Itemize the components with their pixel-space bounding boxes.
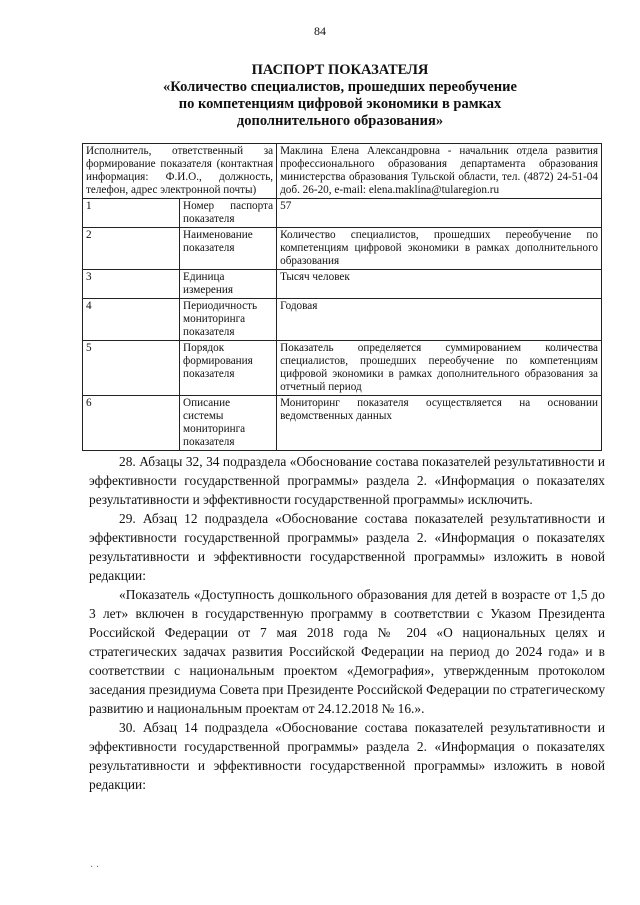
table-row-responsible (83, 144, 602, 199)
responsible-value: Маклина Елена Александровна - начальник отдела развития профессионального образования департамента образования министерства образования Тульской области, тел. (4872) 24-51-04 доб. 26-20, e-mail: elena.maklina@tularegion.ru (277, 144, 602, 199)
table-row (83, 199, 602, 228)
row-number: 2 (83, 228, 180, 270)
heading-line-2: по компетенциям цифровой экономики в рамках (178, 96, 502, 112)
table-row (83, 341, 602, 396)
table-row (83, 299, 602, 341)
row-number: 6 (83, 396, 180, 451)
row-value: Показатель определяется суммированием количества специалистов, прошедших переобучение по компетенциям цифровой экономики в рамках дополнительного образования за отчетный период (277, 341, 602, 396)
paragraph-30: 30. Абзац 14 подраздела «Обоснование состава показателей результативности и эффективности государственной программы» раздела 2. «Информация о показателях результативности и эффективности государственной программы» изложить в новой редакции: (89, 720, 605, 792)
scan-mark: · · (90, 862, 100, 873)
table-row (83, 396, 602, 451)
row-number: 4 (83, 299, 180, 341)
passport-table (82, 143, 602, 451)
paragraph-quote: «Показатель «Доступность дошкольного образования для детей в возрасте от 1,5 до 3 лет» включен в государственную программу в соответствии с Указом Президента Российской Федерации от 7 мая 2018 года № 204 «О национальных целях и стратегических задачах развития Российской Федерации на период до 2024 года» и в соответствии с национальным проектом «Демография», утвержденным протоколом заседания президиума Совета при Президенте Российской Федерации по стратегическому развитию и национальным проектам от 24.12.2018 № 16.». (89, 587, 606, 716)
row-label: Порядок формирования показателя (180, 341, 277, 396)
heading-title: ПАСПОРТ ПОКАЗАТЕЛЯ (251, 62, 429, 78)
page-number: 84 (314, 24, 326, 38)
row-value: Количество специалистов, прошедших переобучение по компетенциям цифровой экономики в рамках дополнительного образования (277, 228, 602, 270)
heading-line-1: «Количество специалистов, прошедших переобучение (163, 79, 517, 95)
row-number: 5 (83, 341, 180, 396)
row-label: Наименование показателя (180, 228, 277, 270)
table-row (83, 270, 602, 299)
passport-heading (120, 62, 560, 130)
row-value: Мониторинг показателя осуществляется на основании ведомственных данных (277, 396, 602, 451)
row-value: 57 (277, 199, 602, 228)
heading-line-3: дополнительного образования» (236, 113, 444, 129)
row-number: 1 (83, 199, 180, 228)
responsible-label: Исполнитель, ответственный за формирование показателя (контактная информация: Ф.И.О., должность, телефон, адрес электронной почты) (83, 144, 277, 199)
row-value: Тысяч человек (277, 270, 602, 299)
table-row (83, 228, 602, 270)
paragraph-29: 29. Абзац 12 подраздела «Обоснование состава показателей результативности и эффективности государственной программы» раздела 2. «Информация о показателях результативности и эффективности государственной программы» изложить в новой редакции: (89, 511, 605, 583)
row-label: Описание системы мониторинга показателя (180, 396, 277, 451)
row-label: Номер паспорта показателя (180, 199, 277, 228)
row-label: Единица измерения (180, 270, 277, 299)
row-number: 3 (83, 270, 180, 299)
body-text (89, 452, 605, 794)
row-value: Годовая (277, 299, 602, 341)
paragraph-28: 28. Абзацы 32, 34 подраздела «Обоснование состава показателей результативности и эффективности государственной программы» раздела 2. «Информация о показателях результативности и эффективности государственной программы» исключить. (89, 454, 605, 507)
row-label: Периодичность мониторинга показателя (180, 299, 277, 341)
